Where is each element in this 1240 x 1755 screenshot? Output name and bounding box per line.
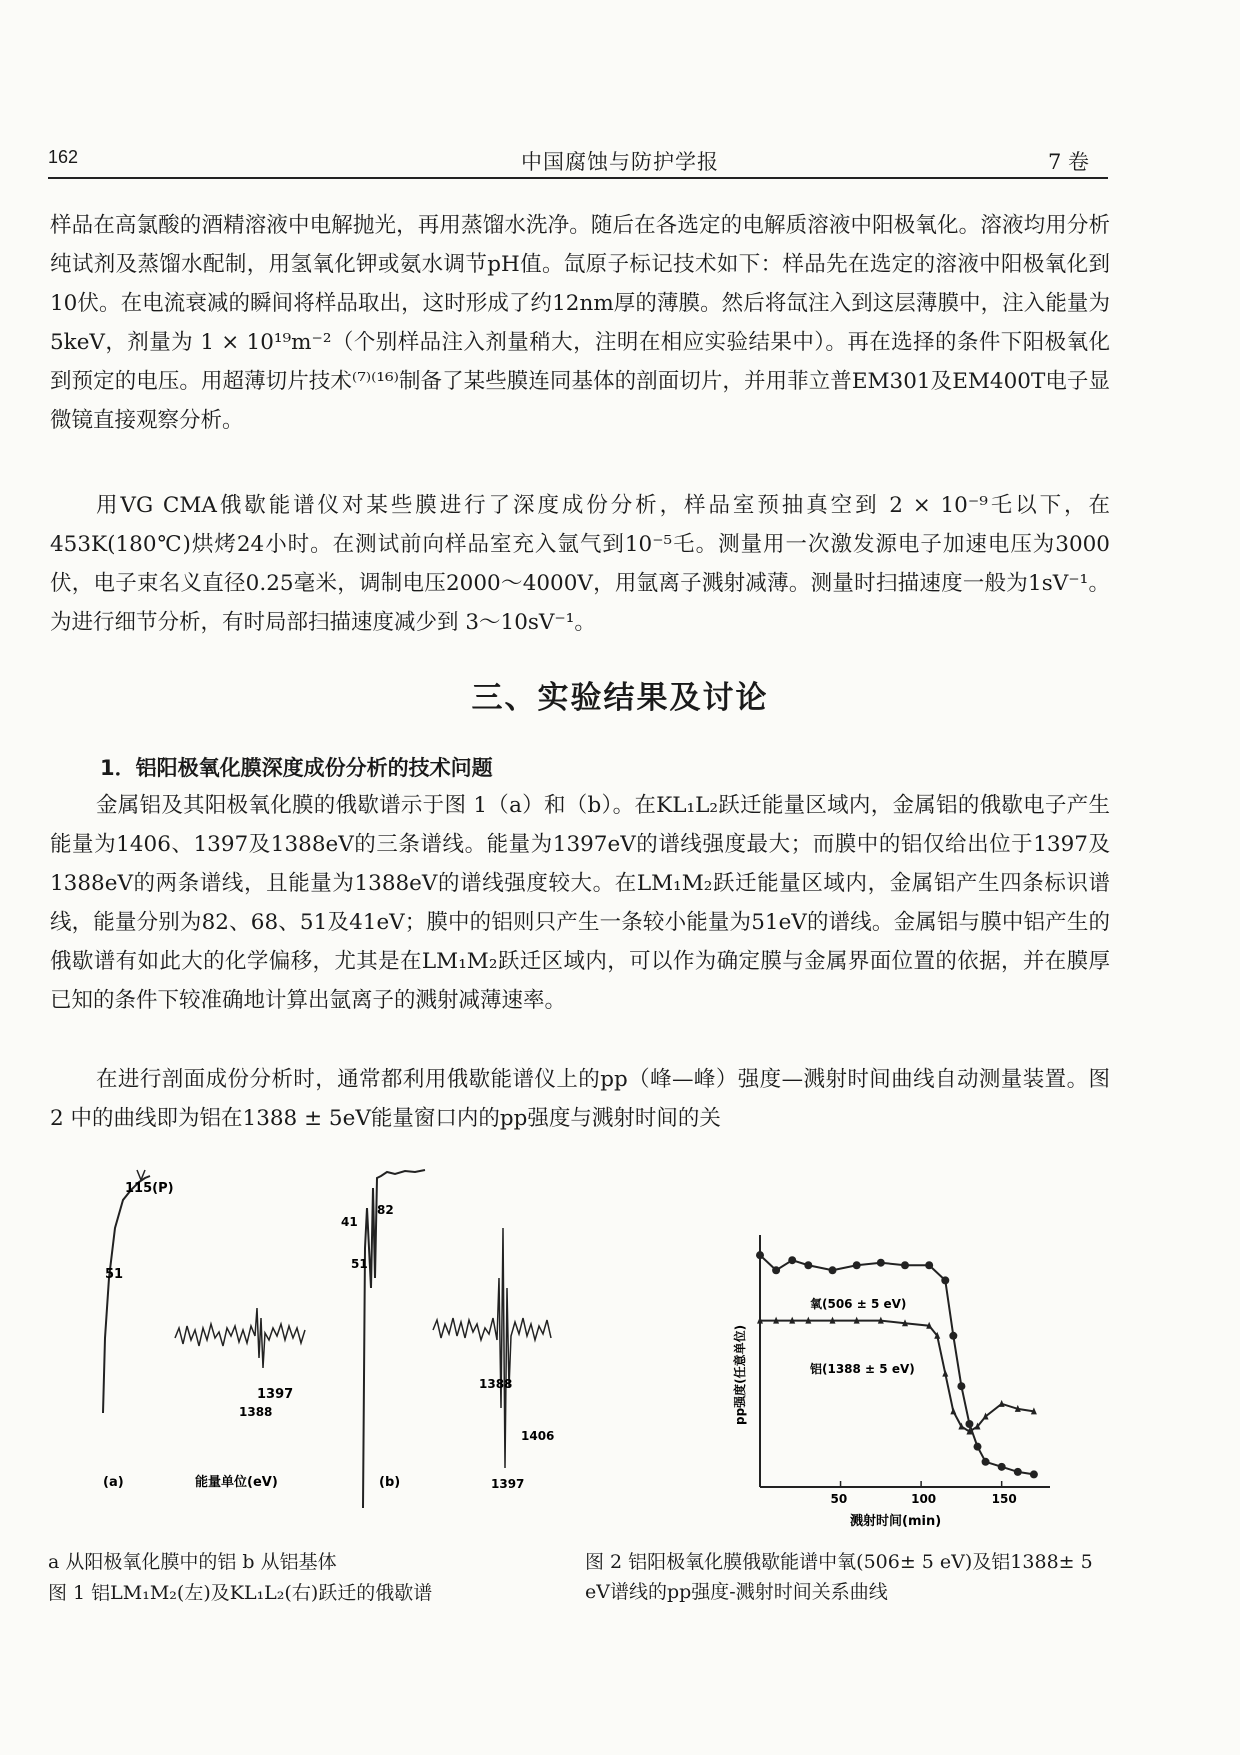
fig1-label-1388a: 1388 <box>239 1405 273 1419</box>
fig2-point-oxygen <box>829 1266 837 1274</box>
fig1-label-51b: 51 <box>351 1257 368 1271</box>
subsection-title: 1．铝阳极氧化膜深度成份分析的技术问题 <box>100 756 493 780</box>
fig2-point-oxygen <box>1030 1470 1038 1478</box>
fig2-y-label: pp强度(任意单位) <box>733 1324 747 1425</box>
fig1-label-1397a: 1397 <box>257 1387 294 1402</box>
fig2-point-oxygen <box>804 1261 812 1269</box>
fig2-point-aluminum <box>999 1400 1005 1407</box>
figure2-depth-profile-chart <box>720 1225 1060 1543</box>
fig2-x-tick-label: 50 <box>830 1492 848 1506</box>
fig2-point-aluminum <box>942 1370 948 1377</box>
paragraph-auger-spectra: 金属铝及其阳极氧化膜的俄歇谱示于图 1（a）和（b）。在KL₁L₂跃迁能量区域内，金属铝的俄歇电子产生能量为1406、1397及1388eV的三条谱线。能量为1397eV的谱线强度最大；而膜中的铝仅给出位于1397及1388eV的两条谱线，且能量为1388eV的谱线强度较大。在LM₁M₂跃迁能量区域内，金属铝产生四条标识谱线，能量分别为82、68、51及41eV；膜中的铝则只产生一条较小能量为51eV的谱线。金属铝与膜中铝产生的俄歇谱有如此大的化学偏移，尤其是在LM₁M₂跃迁区域内，可以作为确定膜与金属界面位置的依据，并在膜厚已知的条件下较准确地计算出氩离子的溅射减薄速率。 <box>50 793 1110 1013</box>
fig1-label-1397b: 1397 <box>491 1477 525 1491</box>
fig1-label-1406: 1406 <box>521 1429 555 1443</box>
fig1-label-82: 82 <box>377 1203 394 1217</box>
figure1-auger-spectra <box>95 1168 635 1540</box>
fig1a-kll-trace <box>175 1308 305 1368</box>
fig2-point-oxygen <box>877 1259 885 1267</box>
section-title: 三、实验结果及讨论 <box>471 680 769 716</box>
fig2-legend-oxygen: 氧(506 ± 5 eV) <box>810 1297 907 1311</box>
fig1-label-115p: 115(P) <box>125 1181 174 1196</box>
fig2-point-oxygen <box>957 1382 965 1390</box>
fig2-point-oxygen <box>772 1266 780 1274</box>
figure2-caption: 图 2 铝阳极氧化膜俄歇能谱中氧(506± 5 eV)及铝1388± 5 eV谱线的pp强度-溅射时间关系曲线 <box>585 1551 1093 1603</box>
fig2-point-oxygen <box>901 1261 909 1269</box>
paragraph-auger-method: 用VG CMA俄歇能谱仪对某些膜进行了深度成份分析，样品室预抽真空到 2 × 10⁻⁹乇以下，在453K(180℃)烘烤24小时。在测试前向样品室充入氩气到10⁻⁵乇。测量用一次激发源电子加速电压为3000伏，电子束名义直径0.25毫米，调制电压2000～4000V，用氩离子溅射减薄。测量时扫描速度一般为1sV⁻¹。为进行细节分析，有时局部扫描速度减少到 3～10sV⁻¹。 <box>50 493 1110 635</box>
fig2-x-tick-label: 150 <box>991 1492 1017 1506</box>
figure1-legend-line: a 从阳极氧化膜中的铝 b 从铝基体 <box>48 1551 337 1573</box>
fig1-label-1388b: 1388 <box>479 1377 513 1391</box>
header-rule <box>48 177 1108 179</box>
fig2-point-oxygen <box>756 1251 764 1259</box>
volume-label: 7 卷 <box>1048 150 1090 174</box>
fig2-point-oxygen <box>965 1420 973 1428</box>
fig2-point-oxygen <box>949 1332 957 1340</box>
fig2-point-oxygen <box>925 1261 933 1269</box>
fig1b-lmm-trace <box>363 1170 425 1508</box>
fig1-label-51a: 51 <box>105 1267 124 1282</box>
fig2-point-oxygen <box>788 1256 796 1264</box>
fig1-label-panel-a: (a) <box>103 1475 124 1490</box>
fig2-x-tick-label: 100 <box>911 1492 937 1506</box>
paragraph-depth-profile: 在进行剖面成份分析时，通常都利用俄歇能谱仪上的pp（峰—峰）强度—溅射时间曲线自动测量装置。图 2 中的曲线即为铝在1388 ± 5eV能量窗口内的pp强度与溅射时间的关 <box>50 1067 1110 1131</box>
fig1-label-panel-b: (b) <box>379 1475 401 1490</box>
fig2-point-oxygen <box>853 1261 861 1269</box>
fig2-point-oxygen <box>974 1443 982 1451</box>
fig2-legend-aluminum: 铝(1388 ± 5 eV) <box>810 1362 915 1376</box>
fig2-point-aluminum <box>950 1407 956 1414</box>
page-number: 162 <box>48 147 79 167</box>
figure1-caption: 图 1 铝LM₁M₂(左)及KL₁L₂(右)跃迁的俄歇谱 <box>48 1582 433 1604</box>
fig2-x-label: 溅射时间(min) <box>850 1514 942 1529</box>
fig2-point-oxygen <box>982 1458 990 1466</box>
fig2-point-oxygen <box>1014 1468 1022 1476</box>
fig2-point-oxygen <box>941 1276 949 1284</box>
fig2-point-oxygen <box>998 1463 1006 1471</box>
fig1-label-xaxis: 能量单位(eV) <box>195 1475 278 1490</box>
fig1-label-41: 41 <box>341 1215 358 1229</box>
fig2-series-aluminum-line <box>760 1321 1034 1432</box>
journal-title: 中国腐蚀与防护学报 <box>521 150 719 174</box>
paragraph-sample-prep: 样品在高氯酸的酒精溶液中电解抛光，再用蒸馏水洗净。随后在各选定的电解质溶液中阳极氧化。溶液均用分析纯试剂及蒸馏水配制，用氢氧化钾或氨水调节pH值。氙原子标记技术如下：样品先在选定的溶液中阳极氧化到10伏。在电流衰减的瞬间将样品取出，这时形成了约12nm厚的薄膜。然后将氙注入到这层薄膜中，注入能量为5keV，剂量为 1 × 10¹⁹m⁻²（个别样品注入剂量稍大，注明在相应实验结果中）。再在选择的条件下阳极氧化到预定的电压。用超薄切片技术⁽⁷⁾⁽¹⁶⁾制备了某些膜连同基体的剖面切片，并用菲立普EM301及EM400T电子显微镜直接观察分析。 <box>50 213 1110 433</box>
fig1a-lmm-trace <box>103 1176 150 1413</box>
